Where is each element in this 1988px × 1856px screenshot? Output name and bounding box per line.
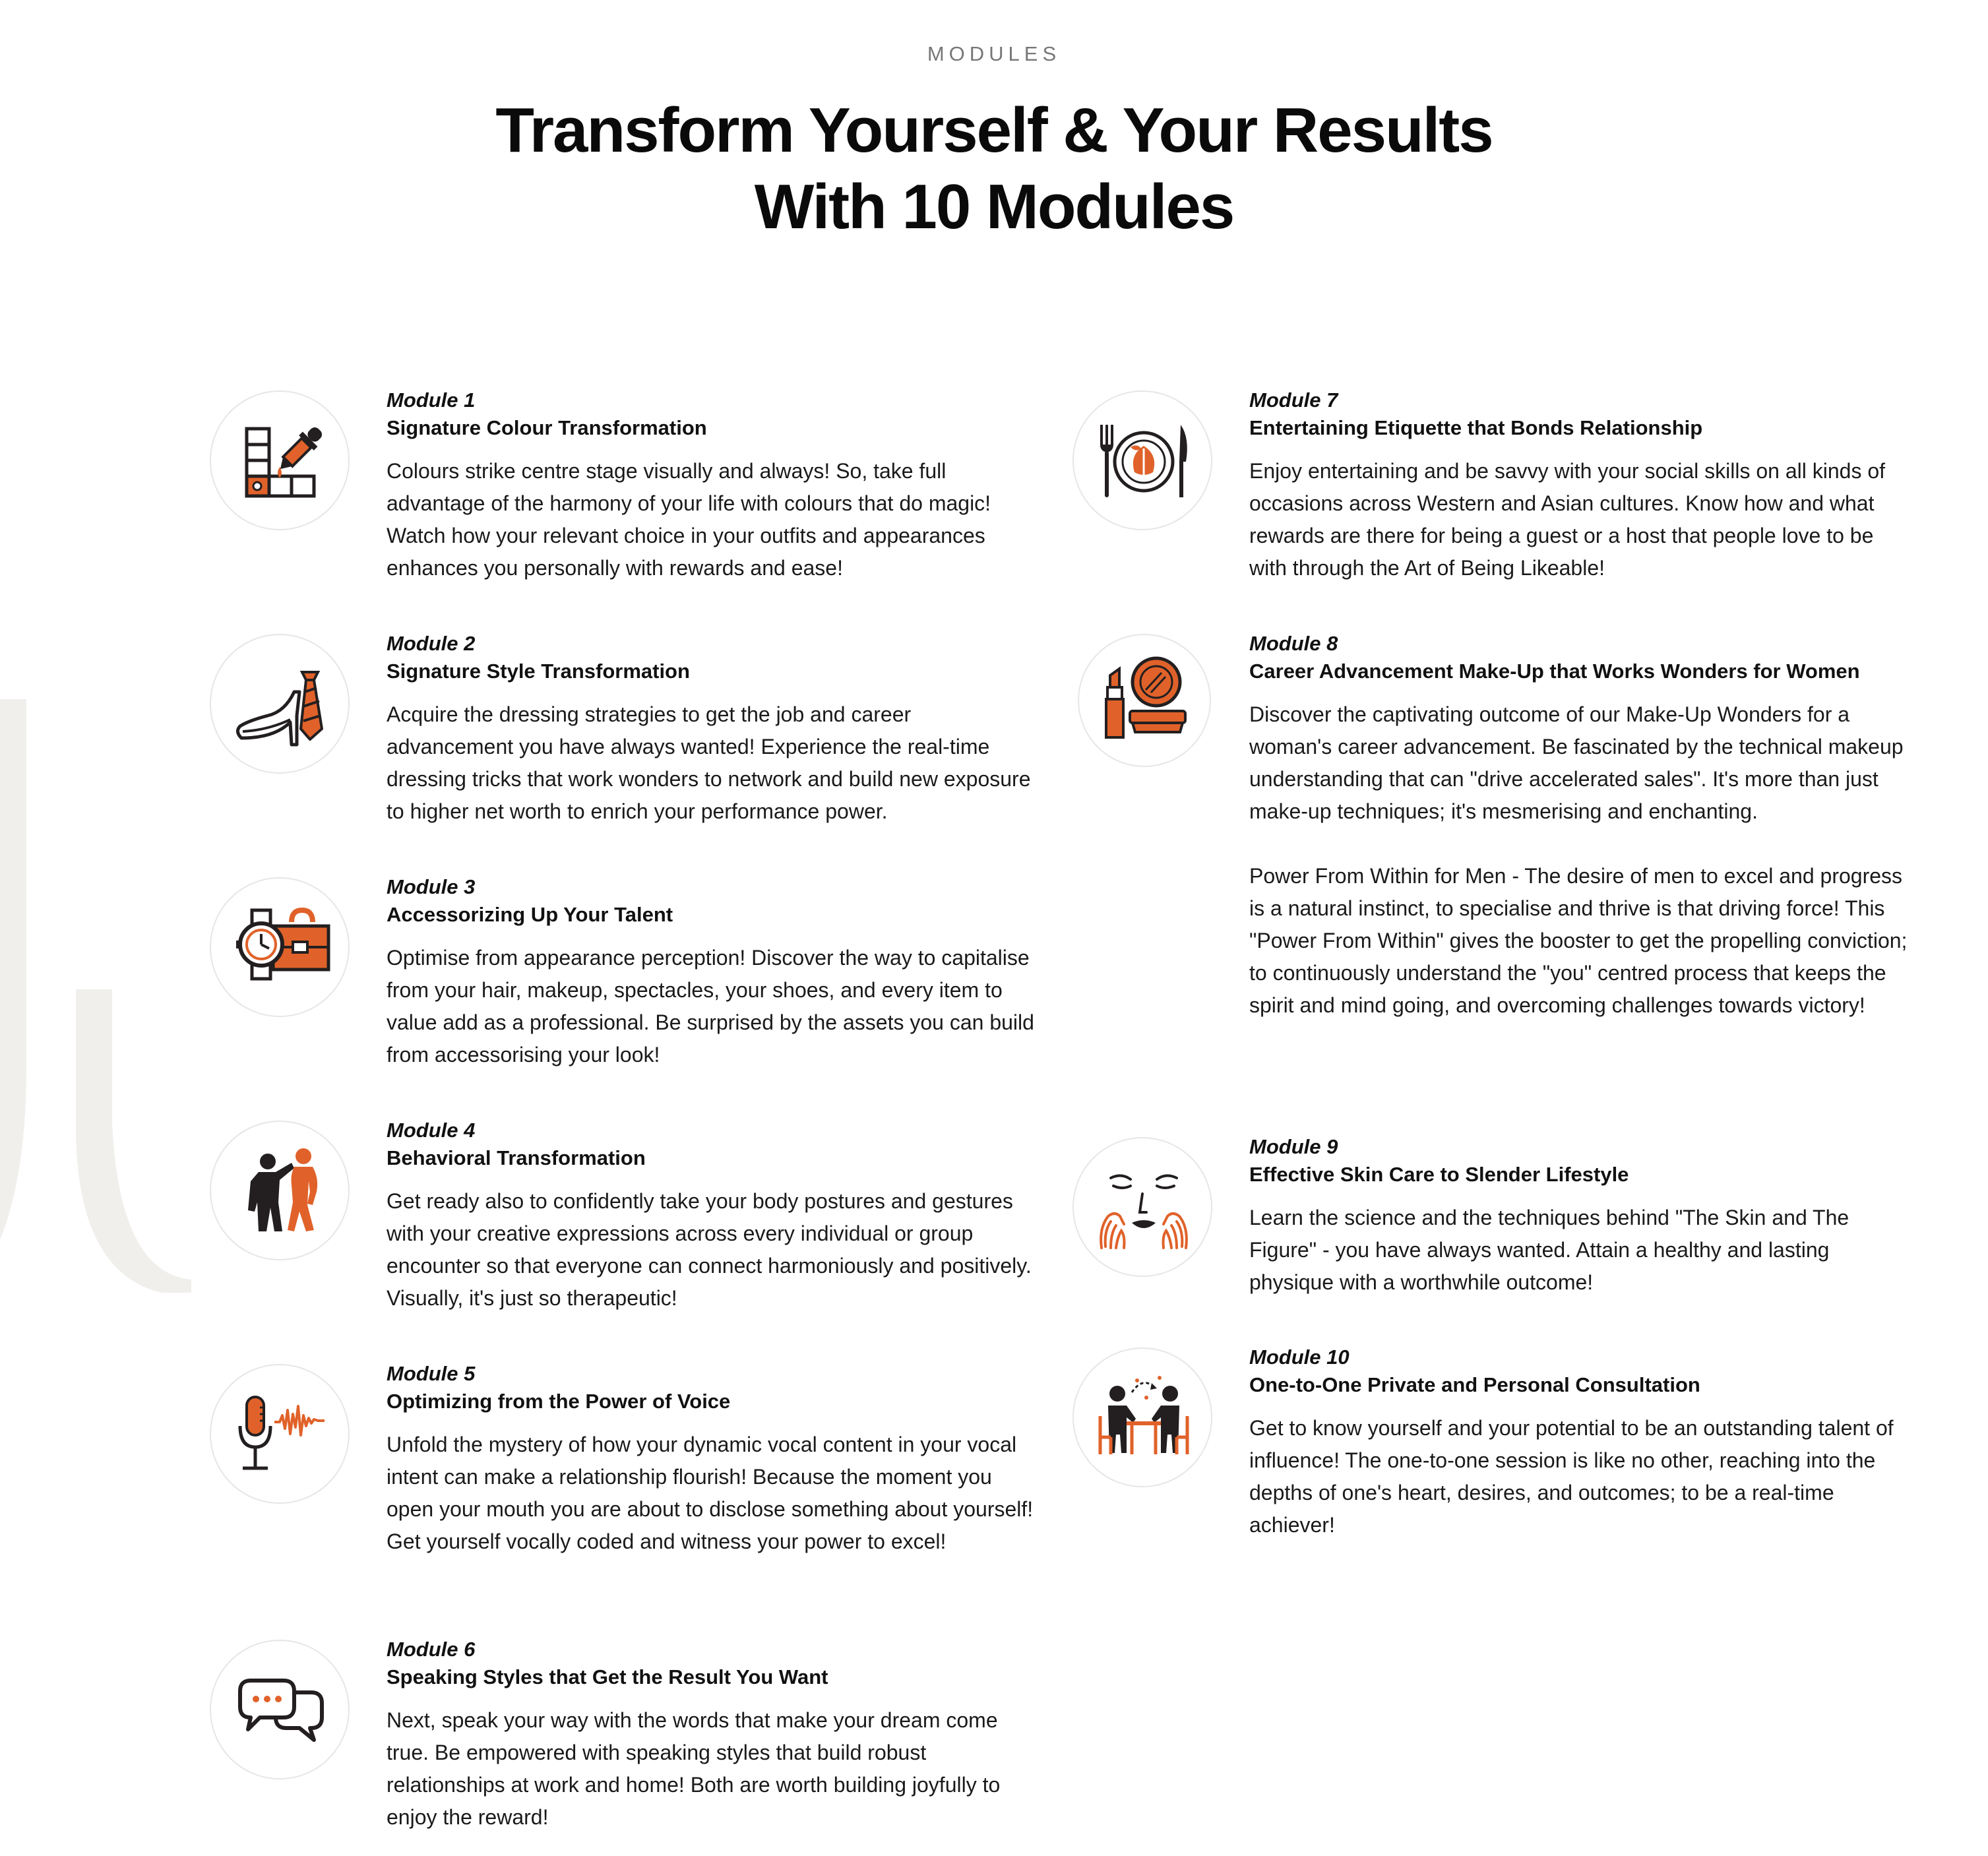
- module-number: Module 8: [1249, 632, 1338, 655]
- module-number: Module 3: [387, 875, 476, 898]
- module-7-icon-circle: [1072, 390, 1212, 530]
- module-paragraph: Learn the science and the techniques behind "The Skin and The Figure" - you have always wanted. Attain a healthy and lasting physique with a worthwhile outcome!: [1249, 1206, 1849, 1294]
- module-description: [1249, 455, 1909, 584]
- module-9-icon-circle: [1072, 1137, 1212, 1277]
- watch-bag-icon: [228, 896, 334, 1001]
- dining-plate-icon: [1091, 409, 1196, 514]
- module-title: One-to-One Private and Personal Consultation: [1249, 1373, 1700, 1396]
- module-paragraph: Enjoy entertaining and be savvy with your social skills on all kinds of occasions across Western and Asian cultures. Know how and what rewards are there for being a guest or a host that people love to be with through the Art of Being Likeable!: [1249, 459, 1886, 580]
- module-number: Module 4: [387, 1119, 476, 1142]
- module-1-content: [387, 387, 1040, 584]
- module-description: [387, 1185, 1040, 1315]
- module-7-content: [1249, 387, 1909, 584]
- module-paragraph: Next, speak your way with the words that make your dream come true. Be empowered with speaking styles that build robust relationships at work and home! Both are worth building joyfully to enjoy the reward!: [387, 1708, 1001, 1829]
- module-number: Module 6: [387, 1638, 476, 1661]
- consultation-table-icon: [1091, 1366, 1196, 1471]
- colour-swatch-icon: [228, 409, 334, 514]
- module-paragraph: Get ready also to confidently take your body postures and gestures with your creative expressions across every individual or group encounter so that everyone can connect harmoniously and positively. Visually, it's just so therapeutic!: [387, 1189, 1032, 1310]
- module-title: Speaking Styles that Get the Result You Want: [387, 1665, 828, 1688]
- module-number: Module 9: [1249, 1135, 1338, 1158]
- section-title-line-1: Transform Yourself & Your Results: [495, 95, 1493, 166]
- module-number: Module 7: [1249, 388, 1338, 412]
- module-9-content: [1249, 1133, 1909, 1299]
- module-paragraph: Power From Within for Men - The desire of men to excel and progress is a natural instinct, to specialise and thrive is that driving force! This "Power From Within" gives the booster to get the propelling conviction; to continuously understand the "you" centred process that keeps the spirit and mind going, and overcoming challenges towards victory!: [1249, 864, 1908, 1017]
- module-1-icon-circle: [210, 390, 350, 530]
- module-10-icon-circle: [1072, 1347, 1212, 1487]
- makeup-compact-icon: [1093, 649, 1198, 755]
- high-heel-tie-icon: [228, 652, 334, 758]
- module-6-content: [387, 1636, 1040, 1834]
- module-paragraph: Acquire the dressing strategies to get the job and career advancement you have always wanted! Experience the real-time dressing tricks that work wonders to network and build new exposure to higher net worth to enrich your performance power.: [387, 702, 1031, 823]
- module-6-icon-circle: [210, 1640, 350, 1779]
- background-decoration: [0, 699, 198, 1293]
- module-5-icon-circle: [210, 1364, 350, 1504]
- module-description: [1249, 698, 1909, 1022]
- module-title: Signature Colour Transformation: [387, 416, 707, 439]
- module-2-content: [387, 630, 1040, 828]
- module-description: [387, 1704, 1040, 1834]
- module-10-content: [1249, 1344, 1909, 1541]
- section-eyebrow: MODULES: [927, 42, 1061, 65]
- module-description: [1249, 1412, 1909, 1541]
- module-title: Career Advancement Make-Up that Works Wonders for Women: [1249, 660, 1860, 683]
- people-gesture-icon: [228, 1139, 334, 1245]
- module-2-icon-circle: [210, 634, 350, 774]
- module-8-icon-circle: [1078, 634, 1211, 767]
- module-paragraph: Colours strike centre stage visually and always! So, take full advantage of the harmony of your life with colours that do magic! Watch how your relevant choice in your outfits and appearances enhances you personally with rewards and ease!: [387, 459, 991, 580]
- module-description: [387, 455, 1040, 584]
- module-title: Behavioral Transformation: [387, 1146, 646, 1169]
- module-5-content: [387, 1360, 1040, 1558]
- module-title: Accessorizing Up Your Talent: [387, 903, 673, 926]
- module-title: Optimizing from the Power of Voice: [387, 1390, 731, 1413]
- module-3-content: [387, 873, 1040, 1071]
- module-number: Module 10: [1249, 1346, 1350, 1369]
- module-paragraph: Get to know yourself and your potential to be an outstanding talent of influence! The one-to-one session is like no other, reaching into the depths of one's heart, desires, and outcomes; to be a real-time achiever!: [1249, 1416, 1894, 1537]
- section-title-line-2: With 10 Modules: [754, 171, 1234, 242]
- module-4-icon-circle: [210, 1121, 350, 1260]
- module-paragraph: Unfold the mystery of how your dynamic vocal content in your vocal intent can make a relationship flourish! Because the moment you open your mouth you are about to disclose something about yourself! Get yourself vocally coded and witness your power to excel!: [387, 1433, 1034, 1553]
- speech-bubbles-icon: [228, 1658, 334, 1764]
- module-number: Module 5: [387, 1362, 476, 1385]
- module-4-content: [387, 1117, 1040, 1315]
- module-description: [1249, 1202, 1909, 1299]
- module-number: Module 1: [387, 388, 476, 412]
- module-paragraph: Discover the captivating outcome of our Make-Up Wonders for a woman's career advancement. Be fascinated by the technical makeup understanding that can "drive accelerated sales". It's more than just make-up techniques; it's mesmerising and enchanting.: [1249, 702, 1904, 823]
- module-title: Entertaining Etiquette that Bonds Relationship: [1249, 416, 1703, 439]
- microphone-icon: [228, 1382, 334, 1488]
- module-description: [387, 698, 1040, 828]
- section-title: [0, 92, 1988, 245]
- face-skincare-icon: [1091, 1156, 1196, 1261]
- module-3-icon-circle: [210, 877, 350, 1017]
- module-8-content: [1249, 630, 1909, 1022]
- module-title: Effective Skin Care to Slender Lifestyle: [1249, 1163, 1629, 1186]
- module-title: Signature Style Transformation: [387, 660, 690, 683]
- module-description: [387, 1429, 1040, 1558]
- module-number: Module 2: [387, 632, 476, 655]
- module-description: [387, 942, 1040, 1071]
- module-paragraph: Optimise from appearance perception! Discover the way to capitalise from your hair, makeup, spectacles, your shoes, and every item to value add as a professional. Be surprised by the assets you can build from accessorising your look!: [387, 946, 1034, 1067]
